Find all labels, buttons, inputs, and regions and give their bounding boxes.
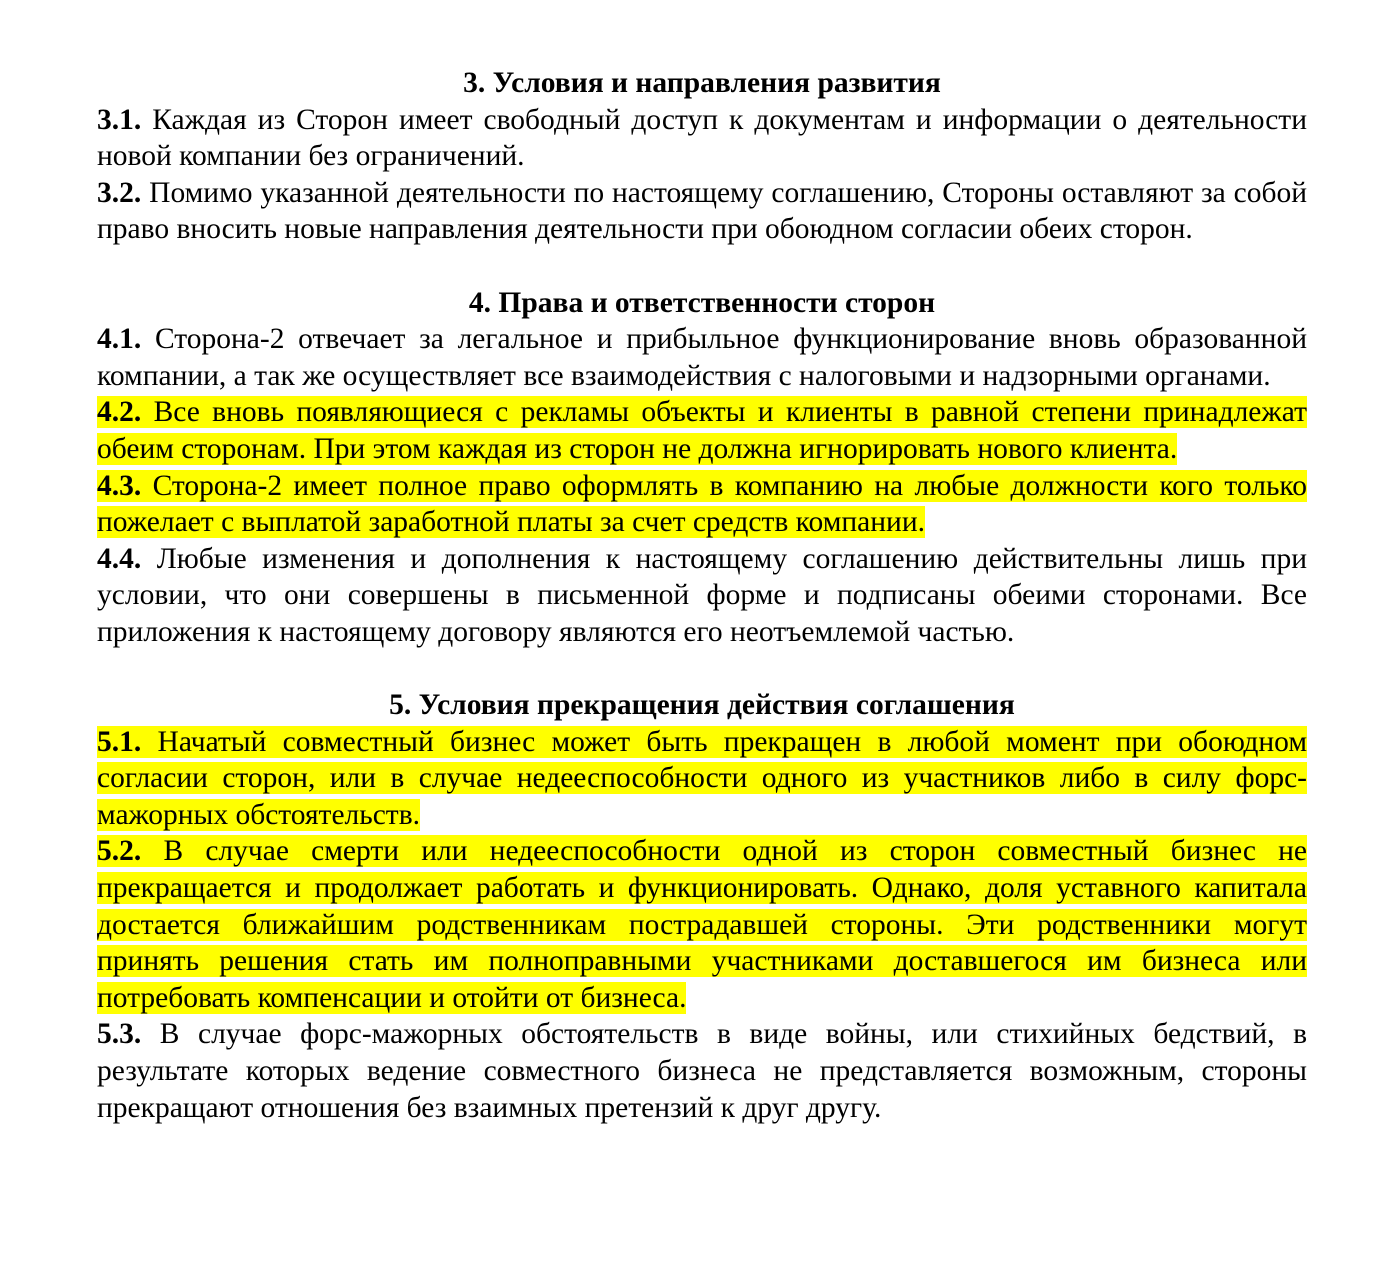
clause-text: В случае форс-мажорных обстоятельств в виде войны, или стихийных бедствий, в результате которых ведение совместного бизнеса не представляется возможным, стороны прекращают отношения без взаимных претензий к друг другу. xyxy=(97,1018,1307,1124)
section-heading: 4. Права и ответственности сторон xyxy=(468,286,936,319)
section-heading: 5. Условия прекращения действия соглашения xyxy=(389,689,1015,722)
clause-number: 5.3. xyxy=(97,1018,142,1051)
clause-number: 3.2. xyxy=(97,176,142,209)
clause-number: 4.4. xyxy=(97,542,142,575)
clause-number: 4.2. xyxy=(97,396,142,429)
clause-number: 5.1. xyxy=(97,725,142,758)
clause-text: Каждая из Сторон имеет свободный доступ к документам и информации о деятельности новой компании без ограничений. xyxy=(97,103,1307,173)
clause-5-1 xyxy=(97,724,1307,834)
clause-4-1 xyxy=(97,321,1307,394)
section-spacer xyxy=(97,248,1307,285)
clause-number: 3.1. xyxy=(97,103,142,136)
clause-text-highlighted: Начатый совместный бизнес может быть прекращен в любой момент при обоюдном согласии сторон, или в случае недееспособности одного из участников либо в силу форс-мажорных обстоятельств. xyxy=(97,725,1308,831)
clause-5-3 xyxy=(97,1016,1307,1126)
clause-number: 5.2. xyxy=(97,835,142,868)
clause-3-2 xyxy=(97,175,1307,248)
clause-text-highlighted: Сторона-2 имеет полное право оформлять в компанию на любые должности кого только пожелает с выплатой заработной платы за счет средств компании. xyxy=(97,469,1308,539)
section-spacer xyxy=(97,651,1307,688)
clause-number: 4.3. xyxy=(97,469,142,502)
clause-number: 4.1. xyxy=(97,323,142,356)
clause-5-2 xyxy=(97,833,1307,1016)
clause-text: Сторона-2 отвечает за легальное и прибыльное функционирование вновь образованной компании, а так же осуществляет все взаимодействия с налоговыми и надзорными органами. xyxy=(97,323,1307,392)
clause-4-4 xyxy=(97,541,1307,651)
clause-text: Помимо указанной деятельности по настоящему соглашению, Стороны оставляют за собой право вносить новые направления деятельности при обоюдном согласии обеих сторон. xyxy=(97,176,1308,246)
clause-text: Любые изменения и дополнения к настоящему соглашению действительны лишь при условии, что они совершены в письменной форме и подписаны обеими сторонами. Все приложения к настоящему договору являются его неотъемлемой частью. xyxy=(97,542,1307,648)
section-heading: 3. Условия и направления развития xyxy=(463,67,941,99)
clause-4-2 xyxy=(97,394,1307,467)
document-page xyxy=(97,65,1307,1126)
clause-4-3 xyxy=(97,468,1307,541)
clause-text-highlighted: Все вновь появляющиеся с рекламы объекты и клиенты в равной степени принадлежат обеим сторонам. При этом каждая из сторон не должна игнорировать нового клиента. xyxy=(97,396,1307,465)
clause-3-1 xyxy=(97,102,1307,175)
clause-text-highlighted: В случае смерти или недееспособности одной из сторон совместный бизнес не прекращается и продолжает работать и функционировать. Однако, доля уставного капитала достается ближайшим родственникам пострадавшей стороны. Эти родственники могут принять решения стать им полноправными участниками доставшегося им бизнеса или потребовать компенсации и отойти от бизнеса. xyxy=(97,835,1308,1014)
